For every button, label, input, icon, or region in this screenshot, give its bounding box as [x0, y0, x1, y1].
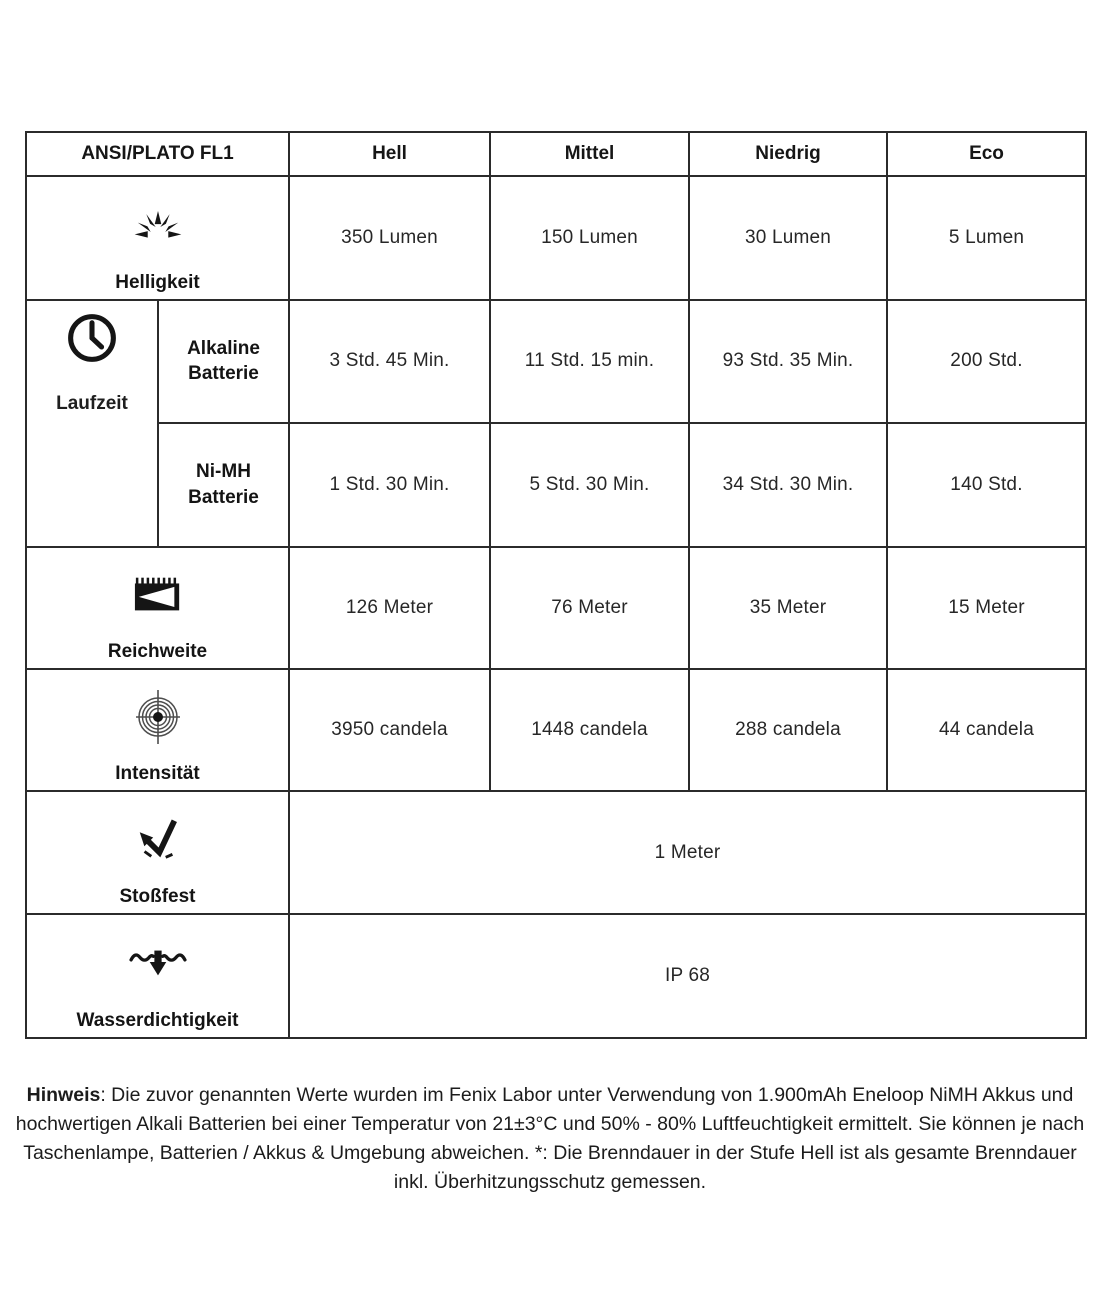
runtime-alkaline-value-cell: 93 Std. 35 Min.	[689, 300, 887, 423]
mode-header-hell: Hell	[289, 132, 490, 176]
waterproof-label-cell	[26, 914, 289, 1038]
water-submersion-icon	[129, 945, 187, 981]
corner-header-cell	[26, 132, 289, 176]
intensity-value-cell: 288 candela	[689, 669, 887, 791]
intensity-value-cell: 44 candela	[887, 669, 1086, 791]
corner-header-label: ANSI/PLATO FL1	[81, 143, 234, 164]
table-header-row	[26, 132, 1086, 176]
runtime-alkaline-value-cell: 3 Std. 45 Min.	[289, 300, 490, 423]
impact-arrow-icon	[133, 815, 183, 863]
brightness-label-cell	[26, 176, 289, 300]
brightness-value-cell: 350 Lumen	[289, 176, 490, 300]
runtime-label-cell	[26, 300, 158, 547]
clock-icon	[65, 311, 119, 365]
footnote	[10, 1081, 1090, 1197]
beam-distance-label-cell	[26, 547, 289, 669]
intensity-row	[26, 669, 1086, 791]
brightness-label: Helligkeit	[115, 272, 200, 293]
runtime-alkaline-value-cell: 11 Std. 15 min.	[490, 300, 689, 423]
impact-resistance-row	[26, 791, 1086, 914]
brightness-row	[26, 176, 1086, 300]
beam-distance-value-cell: 35 Meter	[689, 547, 887, 669]
spec-table	[25, 131, 1087, 1039]
impact-resistance-label: Stoßfest	[119, 886, 196, 907]
runtime-nimh-value-cell: 34 Std. 30 Min.	[689, 423, 887, 547]
alkaline-battery-label-cell	[158, 300, 289, 423]
mode-header-niedrig: Niedrig	[689, 132, 887, 176]
target-icon	[130, 689, 186, 745]
runtime-nimh-row	[26, 423, 1086, 547]
impact-resistance-label-cell	[26, 791, 289, 914]
nimh-battery-label-cell	[158, 423, 289, 547]
flashlight-beam-icon	[133, 575, 183, 615]
runtime-alkaline-value-cell: 200 Std.	[887, 300, 1086, 423]
alkaline-battery-label: Alkaline Batterie	[187, 337, 260, 385]
beam-distance-label: Reichweite	[107, 641, 208, 662]
runtime-label: Laufzeit	[56, 393, 128, 414]
waterproof-row	[26, 914, 1086, 1038]
brightness-value-cell: 150 Lumen	[490, 176, 689, 300]
nimh-battery-label: Ni-MH Batterie	[188, 461, 259, 508]
waterproof-value-cell: IP 68	[289, 914, 1086, 1038]
footnote-text: : Die zuvor genannten Werte wurden im Fenix Labor unter Verwendung von 1.900mAh Eneloop NiMH Akkus und hochwertigen Alkali Batterien bei einer Temperatur von 21±3°C und 50% - 80% Luftfeuchtigkeit ermittelt. Sie können je nach Taschenlampe, Batterien / Akkus & Umgebung abweichen. *: Die Brenndauer in der Stufe Hell ist als gesamte Brenndauer inkl. Überhitzungsschutz gemessen.	[15, 1083, 1085, 1193]
mode-header-mittel: Mittel	[490, 132, 689, 176]
intensity-label-cell	[26, 669, 289, 791]
waterproof-label: Wasserdichtigkeit	[76, 1010, 239, 1031]
mode-header-eco: Eco	[887, 132, 1086, 176]
intensity-label: Intensität	[115, 763, 200, 784]
impact-resistance-value-cell: 1 Meter	[289, 791, 1086, 914]
beam-distance-value-cell: 76 Meter	[490, 547, 689, 669]
beam-distance-row	[26, 547, 1086, 669]
runtime-nimh-value-cell: 140 Std.	[887, 423, 1086, 547]
intensity-value-cell: 3950 candela	[289, 669, 490, 791]
brightness-value-cell: 5 Lumen	[887, 176, 1086, 300]
beam-distance-value-cell: 15 Meter	[887, 547, 1086, 669]
sunburst-icon	[130, 206, 186, 244]
runtime-nimh-value-cell: 1 Std. 30 Min.	[289, 423, 490, 547]
footnote-bold-label: Hinweis	[26, 1083, 101, 1106]
runtime-nimh-value-cell: 5 Std. 30 Min.	[490, 423, 689, 547]
brightness-value-cell: 30 Lumen	[689, 176, 887, 300]
beam-distance-value-cell: 126 Meter	[289, 547, 490, 669]
intensity-value-cell: 1448 candela	[490, 669, 689, 791]
runtime-alkaline-row	[26, 300, 1086, 423]
